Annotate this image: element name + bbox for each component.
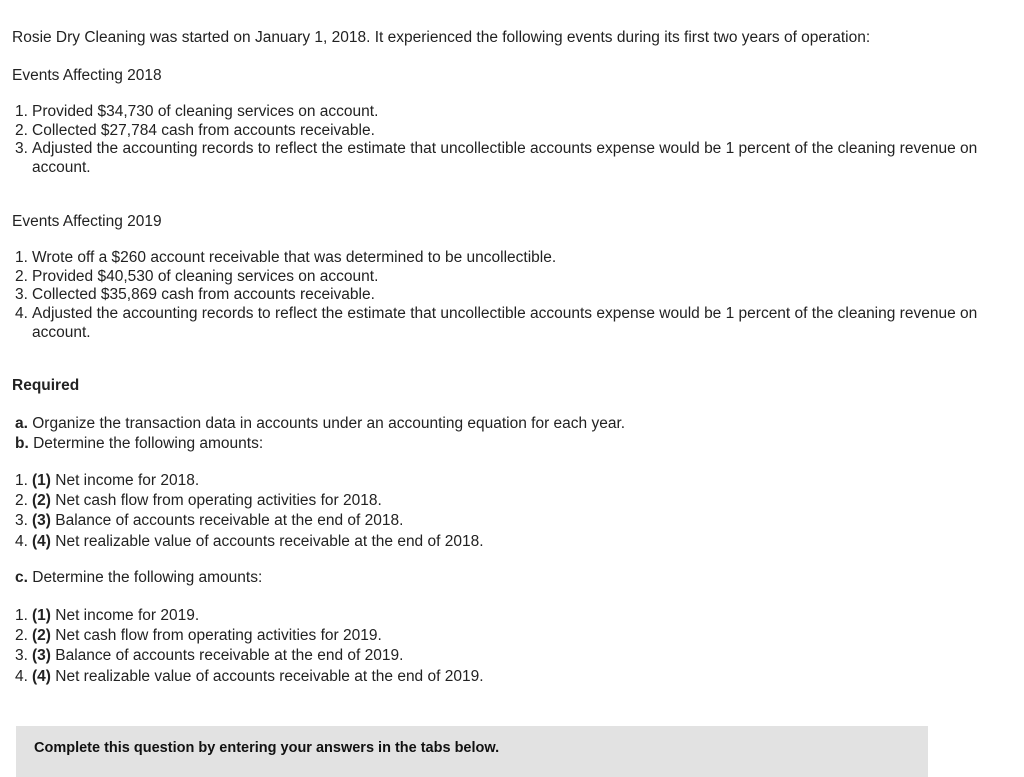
item-text: Balance of accounts receivable at the end of 2018.	[50, 512, 404, 530]
item-number: 3.	[15, 512, 28, 530]
item-tag: (1)	[32, 472, 51, 489]
item-text: Net realizable value of accounts receivable at the end of 2019.	[50, 667, 484, 685]
item-number: 2.	[15, 492, 28, 510]
list-item	[15, 511, 484, 531]
item-tag: (4)	[32, 667, 51, 685]
item-number: 3.	[15, 647, 28, 665]
requirement-a	[15, 415, 625, 433]
list-item	[15, 305, 1005, 342]
requirement-label: b.	[15, 435, 29, 452]
requirement-text: Organize the transaction data in accounts under an accounting equation for each year.	[27, 415, 626, 432]
events-2019-list	[15, 249, 1005, 343]
list-item	[15, 626, 484, 646]
item-tag: (3)	[32, 647, 51, 665]
list-item	[15, 491, 484, 511]
list-item	[15, 122, 1005, 141]
list-item	[15, 646, 484, 666]
item-tag: (4)	[32, 532, 51, 550]
requirement-c-list	[15, 606, 484, 687]
list-item	[15, 140, 1005, 177]
item-text: Net realizable value of accounts receivable at the end of 2018.	[50, 532, 484, 550]
item-text: Net cash flow from operating activities for 2018.	[50, 492, 382, 510]
item-text: Provided $34,730 of cleaning services on account.	[32, 103, 379, 120]
requirement-c	[15, 569, 262, 587]
item-text: Collected $27,784 cash from accounts receivable.	[32, 121, 375, 139]
events-2018-list	[15, 103, 1005, 178]
item-text: Wrote off a $260 account receivable that was determined to be uncollectible.	[32, 249, 557, 266]
events-2019-heading: Events Affecting 2019	[12, 213, 162, 230]
item-number: 4.	[15, 305, 28, 323]
item-number: 1.	[15, 103, 28, 120]
instructions-text: Complete this question by entering your answers in the tabs below.	[34, 740, 500, 756]
item-number: 4.	[15, 667, 28, 685]
required-heading: Required	[12, 377, 80, 394]
item-number: 2.	[15, 121, 28, 139]
requirement-label: a.	[15, 415, 28, 432]
item-text: Balance of accounts receivable at the end of 2019.	[50, 647, 404, 665]
list-item	[15, 249, 1005, 268]
item-text: Adjusted the accounting records to reflect the estimate that uncollectible accounts expense would be 1 percent of the cleaning revenue on account.	[32, 140, 978, 177]
item-number: 3.	[15, 286, 28, 304]
item-tag: (2)	[32, 492, 51, 510]
requirement-text: Determine the following amounts:	[28, 435, 264, 452]
item-text: Net income for 2018.	[50, 472, 200, 489]
item-tag: (3)	[32, 512, 51, 530]
list-item	[15, 103, 1005, 122]
requirement-text: Determine the following amounts:	[27, 569, 263, 586]
list-item	[15, 268, 1005, 287]
list-item	[15, 286, 1005, 305]
item-tag: (1)	[32, 607, 51, 624]
item-number: 1.	[15, 249, 28, 266]
item-number: 1.	[15, 607, 28, 624]
item-number: 2.	[15, 627, 28, 645]
item-text: Collected $35,869 cash from accounts receivable.	[32, 286, 375, 304]
list-item	[15, 471, 484, 491]
item-text: Provided $40,530 of cleaning services on account.	[32, 267, 379, 285]
item-number: 3.	[15, 140, 28, 158]
item-text: Adjusted the accounting records to reflect the estimate that uncollectible accounts expense would be 1 percent of the cleaning revenue on account.	[32, 305, 978, 341]
events-2018-heading: Events Affecting 2018	[12, 67, 162, 84]
item-number: 4.	[15, 532, 28, 550]
item-number: 2.	[15, 267, 28, 285]
list-item	[15, 667, 484, 687]
intro-text: Rosie Dry Cleaning was started on January 1, 2018. It experienced the following events during its first two years of operation:	[12, 29, 871, 46]
instructions-banner	[16, 726, 928, 777]
item-number: 1.	[15, 472, 28, 489]
item-text: Net income for 2019.	[50, 607, 200, 624]
item-tag: (2)	[32, 627, 51, 645]
requirement-label: c.	[15, 569, 28, 586]
requirement-b-list	[15, 471, 484, 552]
requirement-b	[15, 435, 263, 453]
list-item	[15, 606, 484, 626]
item-text: Net cash flow from operating activities for 2019.	[50, 627, 382, 645]
list-item	[15, 532, 484, 552]
